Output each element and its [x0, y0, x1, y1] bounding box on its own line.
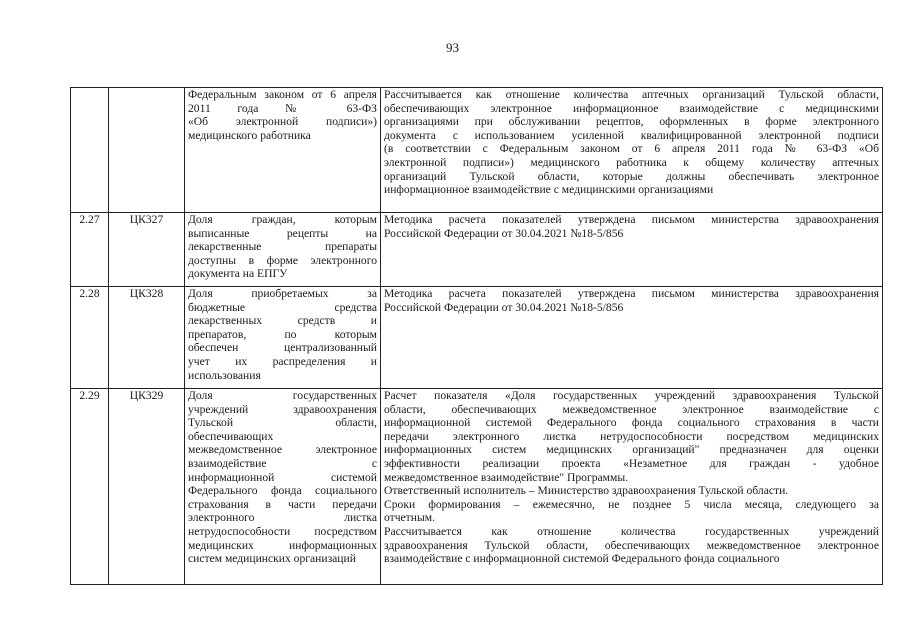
indicator-name-line: 2011 года № 63-ФЗ — [188, 101, 377, 115]
indicator-name-line: доступны в форме электронного — [188, 253, 377, 267]
indicator-method-line: области, обеспечивающих межведомственное электронное взаимодействие с — [384, 402, 879, 416]
indicator-method-line: информационное взаимодействие с медицинскими организациями — [384, 183, 714, 197]
indicator-method-line: Рассчитывается как отношение количества аптечных организаций Тульской области, — [384, 88, 879, 101]
indicator-method-line: Сроки формирования – ежемесячно, не позднее 5 числа месяца, следующего за — [384, 497, 879, 511]
indicator-name — [185, 213, 381, 287]
indicator-method — [381, 88, 883, 213]
indicator-name-line: электронного листка — [188, 511, 377, 525]
indicators-table — [70, 87, 883, 585]
indicator-name-line: Доля граждан, которым — [188, 213, 377, 226]
row-number: 2.27 — [71, 213, 109, 287]
indicator-name — [185, 389, 381, 585]
table-row — [71, 213, 883, 287]
indicator-name-line: «Об электронной подписи») — [188, 115, 377, 129]
indicator-method-line: передачи электронного листка нетрудоспособности посредством медицинских — [384, 429, 879, 443]
indicator-method — [381, 389, 883, 585]
indicator-name-line: учреждений здравоохранения — [188, 402, 377, 416]
indicator-name-line: информационной системой — [188, 470, 377, 484]
indicator-method-line: информационной системой Федерального фонда социального страхования в части — [384, 416, 879, 430]
indicator-name-line: Тульской области, — [188, 416, 377, 430]
row-number: 2.28 — [71, 287, 109, 389]
indicator-name — [185, 287, 381, 389]
indicator-method-line: Ответственный исполнитель – Министерство здравоохранения Тульской области. — [384, 484, 789, 498]
indicator-method-line: (в соответствии с Федеральным законом от 6 апреля 2011 года № 63-ФЗ «Об — [384, 142, 879, 156]
indicator-method-line: отчетным. — [384, 511, 435, 525]
indicator-name-line: бюджетные средства — [188, 300, 377, 314]
indicator-method-line: Методика расчета показателей утверждена письмом министерства здравоохранения — [384, 287, 879, 300]
indicator-name-line: Доля приобретаемых за — [188, 287, 377, 300]
table-row — [71, 287, 883, 389]
indicator-method — [381, 213, 883, 287]
indicator-method-line: обеспечивающих электронное информационное взаимодействие с медицинскими — [384, 101, 879, 115]
indicator-method-line: взаимодействие с информационной системой Федерального фонда социального — [384, 552, 780, 566]
indicator-name-line: обеспечивающих — [188, 429, 274, 443]
indicator-name-line: Федеральным законом от 6 апреля — [188, 88, 377, 101]
indicator-name-line: взаимодействие с — [188, 456, 377, 470]
indicator-name-line: систем медицинских организаций — [188, 552, 356, 566]
indicator-method-line: Методика расчета показателей утверждена письмом министерства здравоохранения — [384, 213, 879, 226]
indicator-name-line: обеспечен централизованный — [188, 341, 377, 355]
indicator-method-line: организаций Тульской области, которые должны обеспечивать электронное — [384, 169, 879, 183]
indicator-method-line: здравоохранения Тульской области, обеспечивающих межведомственное электронное — [384, 538, 879, 552]
indicator-name-line: учет их распределения и — [188, 354, 377, 368]
indicator-name-line: использования — [188, 368, 261, 382]
indicator-code: ЦК329 — [109, 389, 185, 585]
indicator-name-line: документа на ЕПГУ — [188, 267, 288, 281]
indicator-code: ЦК328 — [109, 287, 185, 389]
table-row — [71, 88, 883, 213]
indicator-method-line: Расчет показателя «Доля государственных учреждений здравоохранения Тульской — [384, 389, 879, 402]
indicator-method-line: Рассчитывается как отношение количества государственных учреждений — [384, 524, 879, 538]
indicator-name-line: медицинского работника — [188, 128, 311, 142]
indicator-name-line: препаратов, по которым — [188, 327, 377, 341]
table-row — [71, 389, 883, 585]
indicator-method-line: информационных систем медицинских организаций" предназначен для оценки — [384, 443, 879, 457]
row-number — [71, 88, 109, 213]
indicator-name-line: лекарственные препараты — [188, 240, 377, 254]
indicator-name — [185, 88, 381, 213]
indicator-method-line: документа с использованием усиленной квалифицированной электронной подписи — [384, 128, 879, 142]
indicator-code: ЦК327 — [109, 213, 185, 287]
indicator-method-line: организациями при обслуживании рецептов, оформленных в форме электронного — [384, 115, 879, 129]
indicator-method-line: эффективности реализации проекта «Незаметное для граждан - удобное — [384, 456, 879, 470]
indicator-name-line: медицинских информационных — [188, 538, 377, 552]
indicator-name-line: межведомственное электронное — [188, 443, 377, 457]
indicator-name-line: лекарственных средств и — [188, 314, 377, 328]
indicator-name-line: выписанные рецепты на — [188, 226, 377, 240]
indicator-name-line: страхования в части передачи — [188, 497, 377, 511]
indicator-method-line: Российской Федерации от 30.04.2021 №18-5/856 — [384, 300, 624, 314]
indicator-code — [109, 88, 185, 213]
indicator-method-line: Российской Федерации от 30.04.2021 №18-5/856 — [384, 226, 624, 240]
indicator-method-line: межведомственное взаимодействие" Программы. — [384, 470, 629, 484]
indicator-method-line: электронной подписи») медицинского работника к общему количеству аптечных — [384, 155, 879, 169]
indicator-name-line: нетрудоспособности посредством — [188, 524, 377, 538]
row-number: 2.29 — [71, 389, 109, 585]
indicator-name-line: Доля государственных — [188, 389, 377, 402]
page-number: 93 — [446, 40, 459, 55]
indicator-method — [381, 287, 883, 389]
indicator-name-line: Федерального фонда социального — [188, 484, 377, 498]
